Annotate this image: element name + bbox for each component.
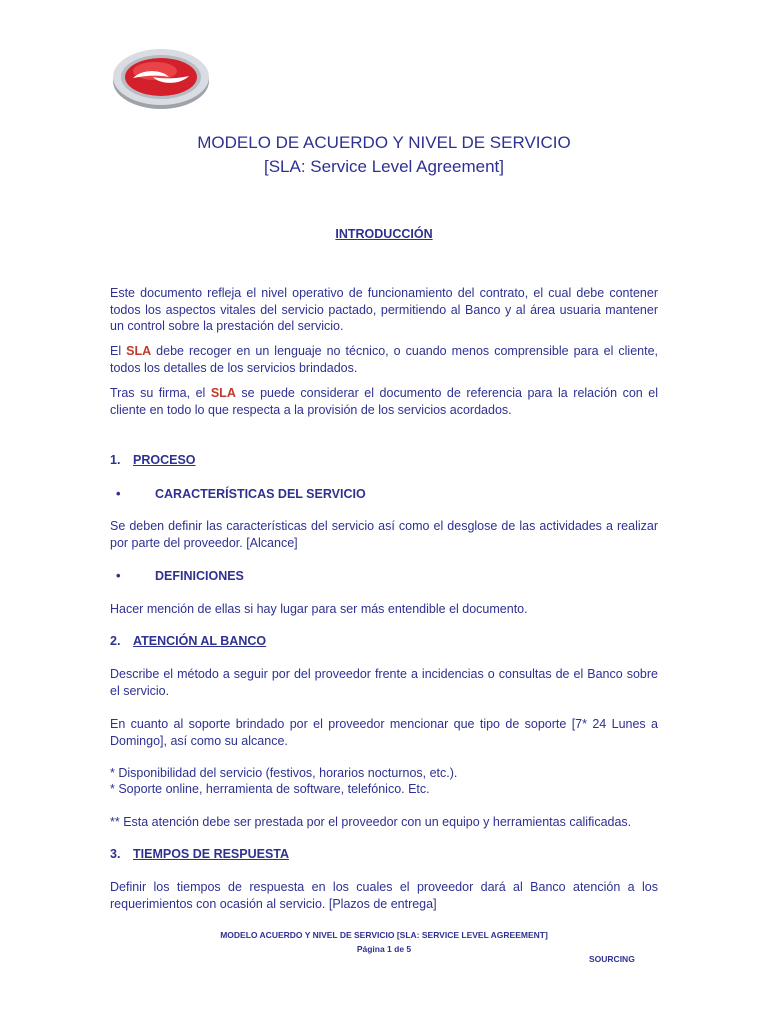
section-3-paragraph-1: Definir los tiempos de respuesta en los cuales el proveedor dará al Banco atención a los requerimientos con ocasión al servicio. [Plazos de entrega] (110, 880, 658, 911)
intro-heading: INTRODUCCIÓN (335, 227, 433, 241)
section-2-paragraph-2: En cuanto al soporte brindado por el proveedor mencionar que tipo de soporte [7* 24 Lunes a Domingo], así como su alcance. (110, 717, 658, 748)
bullet-icon: • (116, 568, 121, 583)
footer-sourcing-label: SOURCING (589, 954, 635, 964)
footer-title: MODELO ACUERDO Y NIVEL DE SERVICIO [SLA: SERVICE LEVEL AGREEMENT] (220, 930, 548, 940)
definiciones-text: Hacer mención de ellas si hay lugar para ser más entendible el documento. (110, 602, 528, 616)
section-2-list-item-2: * Soporte online, herramienta de software, telefónico. Etc. (110, 782, 430, 796)
bullet-caracteristicas: • CARACTERÍSTICAS DEL SERVICIO (116, 486, 366, 501)
sla-highlight: SLA (126, 344, 152, 358)
brand-logo-icon (111, 44, 211, 110)
document-subtitle: [SLA: Service Level Agreement] (263, 157, 505, 176)
section-3-heading: 3. TIEMPOS DE RESPUESTA (110, 847, 290, 861)
intro-paragraph-1: Este documento refleja el nivel operativo de funcionamiento del contrato, el cual debe contener todos los aspectos vitales del servicio pactado, permitiendo al Banco y al área usuaria mantener un control sobre la prestación del servicio. (110, 286, 658, 333)
section-1-heading: 1. PROCESO (110, 453, 196, 467)
section-2-list-item-1: * Disponibilidad del servicio (festivos, horarios nocturnos, etc.). (110, 766, 458, 780)
intro-paragraph-3: Tras su firma, el SLA se puede considerar el documento de referencia para la relación con el cliente en todo lo que respecta a la provisión de los servicios acordados. (110, 386, 659, 417)
caracteristicas-text: Se deben definir las características del servicio así como el desglose de las actividades a realizar por parte del proveedor. [Alcance] (110, 519, 658, 550)
sla-highlight: SLA (210, 386, 236, 400)
bullet-definiciones: • DEFINICIONES (116, 568, 244, 583)
section-2-paragraph-1: Describe el método a seguir por del proveedor frente a incidencias o consultas de el Banco sobre el servicio. (110, 667, 658, 698)
document-title: MODELO DE ACUERDO Y NIVEL DE SERVICIO (197, 133, 571, 152)
intro-paragraph-2: El SLA debe recoger en un lenguaje no técnico, o cuando menos comprensible para el cliente, todos los detalles de los servicios brindados. (110, 344, 658, 375)
bullet-icon: • (116, 486, 121, 501)
section-2-heading: 2. ATENCIÓN AL BANCO (110, 634, 267, 648)
footer-page-number: Página 1 de 5 (356, 944, 412, 954)
section-2-note: ** Esta atención debe ser prestada por el proveedor con un equipo y herramientas calificadas. (110, 815, 632, 829)
